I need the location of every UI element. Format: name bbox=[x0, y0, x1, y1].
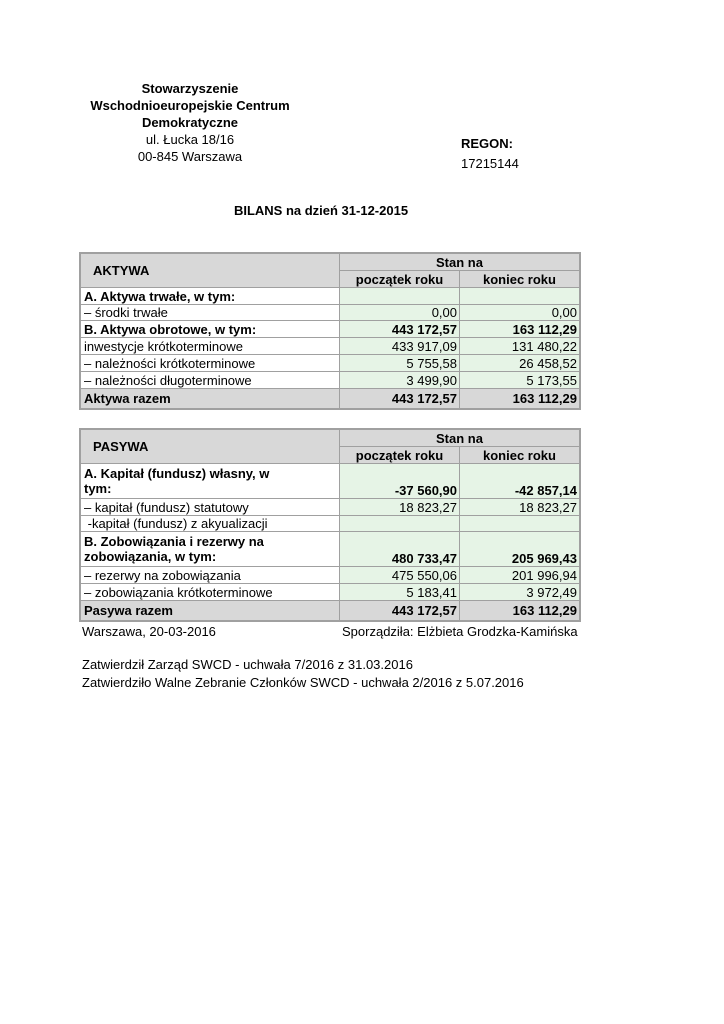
assets-col-start: początek roku bbox=[340, 271, 460, 288]
value-start: 475 550,06 bbox=[340, 567, 460, 584]
place-date: Warszawa, 20-03-2016 bbox=[82, 624, 216, 639]
row-label: -kapitał (fundusz) z akyualizacji bbox=[81, 516, 340, 532]
value-start: 18 823,27 bbox=[340, 499, 460, 516]
value-start: 3 499,90 bbox=[340, 372, 460, 389]
liabilities-stan-na: Stan na bbox=[340, 430, 580, 447]
address-street: ul. Łucka 18/16 bbox=[145, 132, 235, 147]
value-start: 433 917,09 bbox=[340, 338, 460, 355]
row-label: B. Aktywa obrotowe, w tym: bbox=[81, 321, 340, 338]
address-city: 00-845 Warszawa bbox=[137, 149, 243, 164]
row-label: – środki trwałe bbox=[81, 305, 340, 321]
assets-heading: AKTYWA bbox=[81, 254, 340, 288]
assets-col-end: koniec roku bbox=[460, 271, 580, 288]
value-end: 205 969,43 bbox=[460, 532, 580, 567]
org-name-line1: Stowarzyszenie bbox=[141, 81, 239, 96]
assets-stan-na: Stan na bbox=[340, 254, 580, 271]
value-end: 26 458,52 bbox=[460, 355, 580, 372]
total-start: 443 172,57 bbox=[340, 601, 460, 621]
table-row bbox=[81, 288, 580, 305]
organization-block bbox=[80, 80, 300, 165]
table-row bbox=[81, 584, 580, 601]
table-row bbox=[81, 499, 580, 516]
table-row bbox=[81, 372, 580, 389]
value-end: 163 112,29 bbox=[460, 321, 580, 338]
regon-label: REGON: bbox=[461, 136, 513, 151]
approval-general-assembly: Zatwierdziło Walne Zebranie Członków SWCD - uchwała 2/2016 z 5.07.2016 bbox=[82, 675, 524, 690]
table-row bbox=[81, 355, 580, 372]
row-label-line1: A. Kapitał (fundusz) własny, w bbox=[84, 466, 270, 481]
table-row bbox=[81, 338, 580, 355]
value-end: -42 857,14 bbox=[460, 464, 580, 499]
row-label bbox=[81, 464, 340, 499]
liabilities-table bbox=[80, 429, 580, 621]
row-label: inwestycje krótkoterminowe bbox=[81, 338, 340, 355]
liabilities-heading: PASYWA bbox=[81, 430, 340, 464]
value-start: 5 183,41 bbox=[340, 584, 460, 601]
total-row bbox=[81, 601, 580, 621]
table-row bbox=[81, 321, 580, 338]
row-label: – rezerwy na zobowiązania bbox=[81, 567, 340, 584]
value-start bbox=[340, 288, 460, 305]
approval-board: Zatwierdził Zarząd SWCD - uchwała 7/2016 z 31.03.2016 bbox=[82, 657, 413, 672]
row-label-line1: B. Zobowiązania i rezerwy na bbox=[84, 534, 264, 549]
value-end: 131 480,22 bbox=[460, 338, 580, 355]
table-row bbox=[81, 567, 580, 584]
value-end: 18 823,27 bbox=[460, 499, 580, 516]
total-end: 163 112,29 bbox=[460, 389, 580, 409]
row-label: – zobowiązania krótkoterminowe bbox=[81, 584, 340, 601]
liabilities-col-end: koniec roku bbox=[460, 447, 580, 464]
table-row bbox=[81, 532, 580, 567]
total-end: 163 112,29 bbox=[460, 601, 580, 621]
value-start: 0,00 bbox=[340, 305, 460, 321]
org-name-line3: Demokratyczne bbox=[141, 115, 239, 130]
value-start: 443 172,57 bbox=[340, 321, 460, 338]
row-label: A. Aktywa trwałe, w tym: bbox=[81, 288, 340, 305]
value-start: -37 560,90 bbox=[340, 464, 460, 499]
total-start: 443 172,57 bbox=[340, 389, 460, 409]
total-row bbox=[81, 389, 580, 409]
value-start bbox=[340, 516, 460, 532]
document-title: BILANS na dzień 31-12-2015 bbox=[233, 203, 409, 218]
total-label: Aktywa razem bbox=[81, 389, 340, 409]
row-label-line2: tym: bbox=[84, 481, 112, 496]
regon-value: 17215144 bbox=[461, 156, 519, 171]
value-end bbox=[460, 288, 580, 305]
org-name-line2: Wschodnioeuropejskie Centrum bbox=[90, 98, 290, 113]
value-end: 0,00 bbox=[460, 305, 580, 321]
value-start: 480 733,47 bbox=[340, 532, 460, 567]
value-start: 5 755,58 bbox=[340, 355, 460, 372]
liabilities-col-start: początek roku bbox=[340, 447, 460, 464]
prepared-by: Sporządziła: Elżbieta Grodzka-Kamińska bbox=[342, 624, 578, 639]
regon-block bbox=[461, 134, 519, 174]
row-label-line2: zobowiązania, w tym: bbox=[84, 549, 217, 564]
row-label: – należności długoterminowe bbox=[81, 372, 340, 389]
row-label: – kapitał (fundusz) statutowy bbox=[81, 499, 340, 516]
row-label bbox=[81, 532, 340, 567]
value-end: 201 996,94 bbox=[460, 567, 580, 584]
table-row bbox=[81, 464, 580, 499]
value-end: 3 972,49 bbox=[460, 584, 580, 601]
total-label: Pasywa razem bbox=[81, 601, 340, 621]
value-end bbox=[460, 516, 580, 532]
value-end: 5 173,55 bbox=[460, 372, 580, 389]
table-row bbox=[81, 516, 580, 532]
assets-table bbox=[80, 253, 580, 409]
table-row bbox=[81, 305, 580, 321]
row-label: – należności krótkoterminowe bbox=[81, 355, 340, 372]
